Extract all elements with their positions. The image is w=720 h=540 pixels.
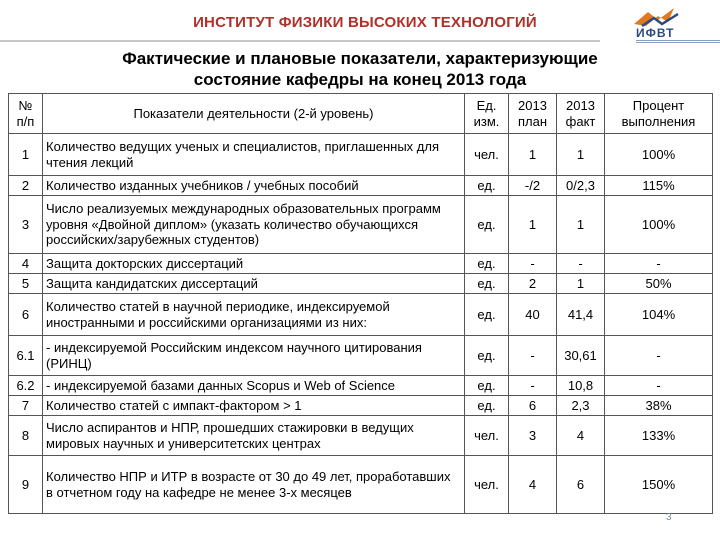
- row-plan: 1: [509, 196, 557, 254]
- row-percent: 104%: [605, 294, 713, 336]
- row-fact: -: [557, 254, 605, 274]
- row-unit: ед.: [465, 336, 509, 376]
- row-indicator: Количество изданных учебников / учебных пособий: [43, 176, 465, 196]
- row-plan: -: [509, 254, 557, 274]
- row-plan: 2: [509, 274, 557, 294]
- row-unit: ед.: [465, 254, 509, 274]
- row-percent: -: [605, 336, 713, 376]
- row-fact: 6: [557, 456, 605, 514]
- row-indicator: Количество статей с импакт-фактором > 1: [43, 396, 465, 416]
- table-row: [9, 196, 713, 254]
- row-fact: 30,61: [557, 336, 605, 376]
- row-percent: 50%: [605, 274, 713, 294]
- header-plan: 2013 план: [509, 94, 557, 134]
- slide-title-line1: Фактические и плановые показатели, характеризующие: [122, 49, 598, 68]
- row-unit: ед.: [465, 396, 509, 416]
- slide-title: [60, 48, 660, 90]
- row-percent: 133%: [605, 416, 713, 456]
- row-indicator: Число аспирантов и НПР, прошедших стажировки в ведущих мировых научных и университетских центрах: [43, 416, 465, 456]
- row-fact: 4: [557, 416, 605, 456]
- logo-underline: [636, 40, 720, 43]
- table-row: [9, 134, 713, 176]
- row-number: 3: [9, 196, 43, 254]
- row-unit: ед.: [465, 196, 509, 254]
- row-percent: 150%: [605, 456, 713, 514]
- row-indicator: Число реализуемых международных образовательных программ уровня «Двойной диплом» (указать количество обучающихся российских/зарубежных студентов): [43, 196, 465, 254]
- row-number: 7: [9, 396, 43, 416]
- row-number: 4: [9, 254, 43, 274]
- header-indicator: Показатели деятельности (2-й уровень): [43, 94, 465, 134]
- header-percent: Процент выполнения: [605, 94, 713, 134]
- row-indicator: - индексируемой Российским индексом научного цитирования (РИНЦ): [43, 336, 465, 376]
- table-row: [9, 376, 713, 396]
- table-row: [9, 396, 713, 416]
- row-indicator: Защита докторских диссертаций: [43, 254, 465, 274]
- row-number: 6.1: [9, 336, 43, 376]
- row-fact: 1: [557, 134, 605, 176]
- header-num: № п/п: [9, 94, 43, 134]
- table-header-row: [9, 94, 713, 134]
- row-indicator: Количество статей в научной периодике, индексируемой иностранными и российскими организациями из них:: [43, 294, 465, 336]
- row-percent: 100%: [605, 196, 713, 254]
- row-number: 2: [9, 176, 43, 196]
- row-percent: -: [605, 254, 713, 274]
- row-plan: 6: [509, 396, 557, 416]
- row-number: 6: [9, 294, 43, 336]
- row-plan: -: [509, 376, 557, 396]
- row-number: 6.2: [9, 376, 43, 396]
- row-unit: чел.: [465, 456, 509, 514]
- table-row: [9, 416, 713, 456]
- table-row: [9, 176, 713, 196]
- row-number: 1: [9, 134, 43, 176]
- page-number: 3: [666, 512, 672, 523]
- row-number: 9: [9, 456, 43, 514]
- row-unit: чел.: [465, 416, 509, 456]
- institute-title: ИНСТИТУТ ФИЗИКИ ВЫСОКИХ ТЕХНОЛОГИЙ: [193, 14, 537, 31]
- row-unit: ед.: [465, 274, 509, 294]
- row-plan: 3: [509, 416, 557, 456]
- row-fact: 2,3: [557, 396, 605, 416]
- row-fact: 1: [557, 196, 605, 254]
- row-fact: 41,4: [557, 294, 605, 336]
- row-unit: ед.: [465, 176, 509, 196]
- row-unit: ед.: [465, 294, 509, 336]
- row-number: 5: [9, 274, 43, 294]
- table-row: [9, 336, 713, 376]
- row-unit: ед.: [465, 376, 509, 396]
- header-unit: Ед. изм.: [465, 94, 509, 134]
- row-unit: чел.: [465, 134, 509, 176]
- table-row: [9, 294, 713, 336]
- row-percent: 100%: [605, 134, 713, 176]
- row-percent: 115%: [605, 176, 713, 196]
- row-indicator: Защита кандидатских диссертаций: [43, 274, 465, 294]
- row-indicator: Количество НПР и ИТР в возрасте от 30 до 49 лет, проработавших в отчетном году на кафедре не менее 3-х месяцев: [43, 456, 465, 514]
- row-plan: 4: [509, 456, 557, 514]
- row-number: 8: [9, 416, 43, 456]
- slide-title-line2: состояние кафедры на конец 2013 года: [193, 70, 527, 89]
- row-plan: -/2: [509, 176, 557, 196]
- header-fact: 2013 факт: [557, 94, 605, 134]
- table-row: [9, 456, 713, 514]
- row-fact: 0/2,3: [557, 176, 605, 196]
- row-percent: -: [605, 376, 713, 396]
- table-row: [9, 274, 713, 294]
- table-row: [9, 254, 713, 274]
- row-indicator: Количество ведущих ученых и специалистов, приглашенных для чтения лекций: [43, 134, 465, 176]
- logo-text: ИФВТ: [636, 26, 675, 40]
- row-percent: 38%: [605, 396, 713, 416]
- row-plan: 40: [509, 294, 557, 336]
- row-fact: 1: [557, 274, 605, 294]
- row-plan: -: [509, 336, 557, 376]
- indicators-table: [8, 93, 713, 514]
- row-indicator: - индексируемой базами данных Scopus и Web of Science: [43, 376, 465, 396]
- row-fact: 10,8: [557, 376, 605, 396]
- header-bar: [0, 0, 720, 50]
- row-plan: 1: [509, 134, 557, 176]
- header-divider: [0, 40, 600, 42]
